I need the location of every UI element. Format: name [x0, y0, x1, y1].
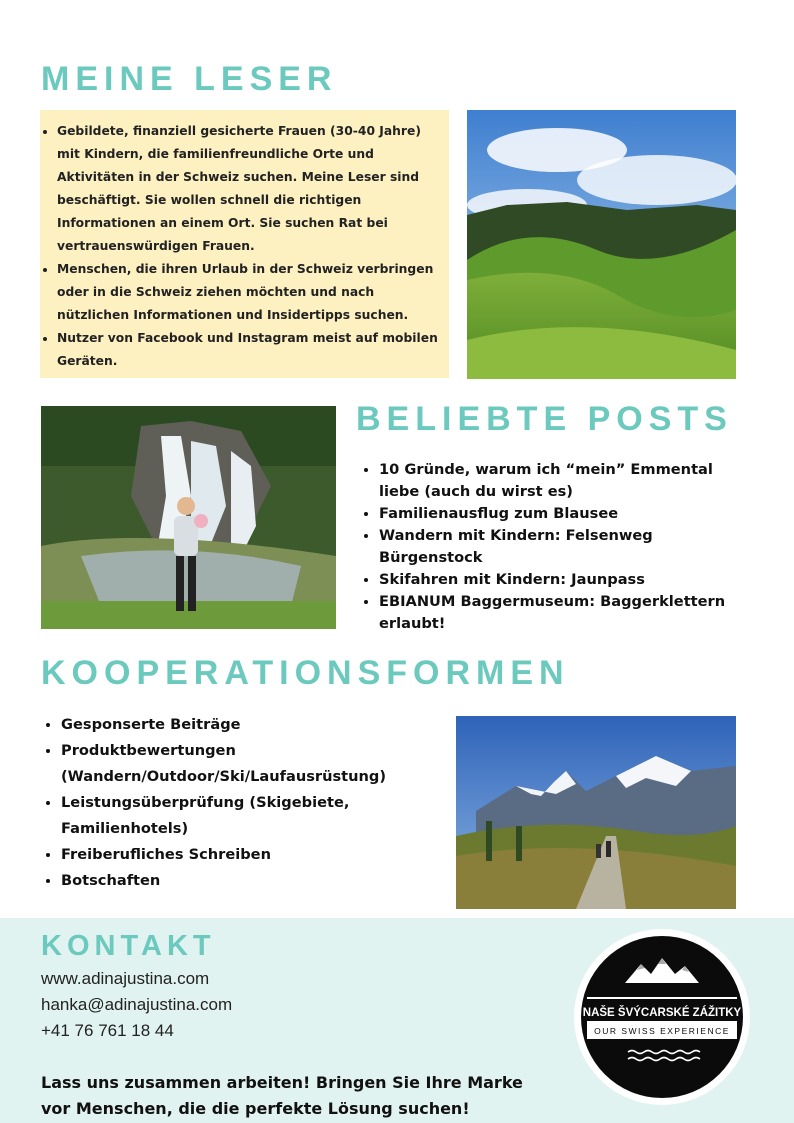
- list-item: • 10 Gründe, warum ich “mein” Emmental liebe (auch du wirst es): [379, 459, 749, 503]
- logo-text-english: OUR SWISS EXPERIENCE: [594, 1026, 730, 1036]
- list-item: • Wandern mit Kindern: Felsenweg Bürgenstock: [379, 525, 749, 569]
- readers-list: [40, 120, 441, 373]
- list-item: • Produktbewertungen (Wandern/Outdoor/Ski/Laufausrüstung): [61, 738, 481, 790]
- contact-heading: KONTAKT: [41, 930, 216, 962]
- brand-logo: [573, 928, 751, 1106]
- list-item: • Familienausflug zum Blausee: [379, 503, 749, 525]
- logo-text-czech: NAŠE ŠVÝCARSKÉ ZÁŽITKY: [582, 1007, 742, 1019]
- posts-heading: BELIEBTE POSTS: [356, 400, 733, 438]
- mountain-trail-photo: [456, 716, 736, 909]
- list-item: • Freiberufliches Schreiben: [61, 842, 481, 868]
- list-item: • Leistungsüberprüfung (Skigebiete, Familienhotels): [61, 790, 481, 842]
- list-item: • Gebildete, finanziell gesicherte Frauen (30-40 Jahre) mit Kindern, die familienfreundliche Orte und Aktivitäten in der Schweiz suchen. Meine Leser sind beschäftigt. Sie wollen schnell die richtigen Informationen an einem Ort. Sie suchen Rat bei vertrauenswürdigen Frauen.: [57, 120, 441, 258]
- list-item: • Nutzer von Facebook und Instagram meist auf mobilen Geräten.: [57, 327, 441, 373]
- readers-box: [40, 110, 449, 378]
- cooperation-list: [40, 712, 481, 894]
- list-item: • Skifahren mit Kindern: Jaunpass: [379, 569, 749, 591]
- list-item: • Menschen, die ihren Urlaub in der Schweiz verbringen oder in die Schweiz ziehen möchten und nach nützlichen Informationen und Insidertipps suchen.: [57, 258, 441, 327]
- phone-number: +41 76 761 18 44: [41, 1021, 174, 1040]
- readers-heading: MEINE LESER: [41, 60, 338, 98]
- waterfall-family-photo: [41, 406, 336, 629]
- list-item: • Gesponserte Beiträge: [61, 712, 481, 738]
- call-to-action: Lass uns zusammen arbeiten! Bringen Sie Ihre Marke vor Menschen, die die perfekte Lösung suchen!: [41, 1073, 523, 1118]
- website-link[interactable]: www.adinajustina.com: [41, 969, 210, 988]
- cooperation-heading: KOOPERATIONSFORMEN: [41, 654, 570, 692]
- email-link[interactable]: hanka@adinajustina.com: [41, 995, 233, 1014]
- list-item: • Botschaften: [61, 868, 481, 894]
- list-item: • EBIANUM Baggermuseum: Baggerklettern erlaubt!: [379, 591, 749, 635]
- posts-list: [356, 459, 749, 635]
- green-hills-photo: [467, 110, 736, 379]
